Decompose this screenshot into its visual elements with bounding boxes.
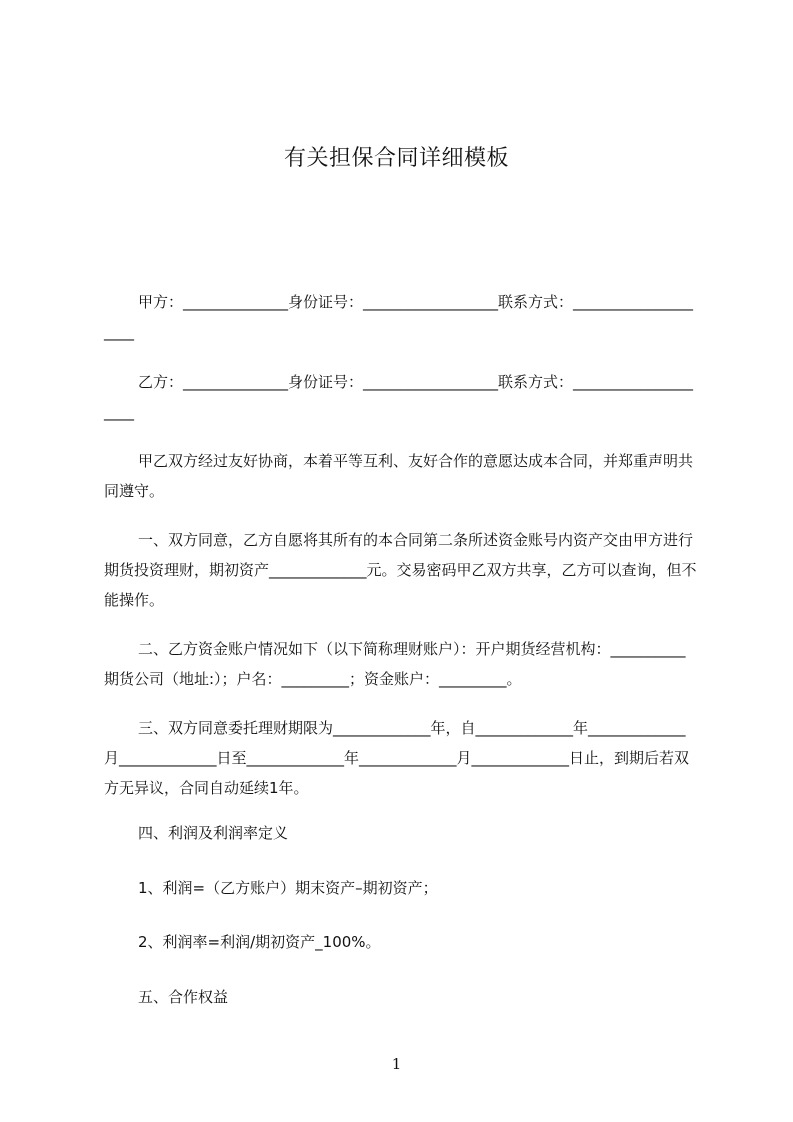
clause-4-item-2: 2、利润率=利润/期初资产_100%。 <box>138 933 381 951</box>
clause-4-item-1: 1、利润=（乙方账户）期末资产–期初资产； <box>138 879 438 897</box>
clause-5-heading: 五、合作权益 <box>138 988 229 1006</box>
clause-1-paragraph: 一、双方同意，乙方自愿将其所有的本合同第二条所述资金账号内资产交由甲方进行期货投资理财，期初资产_____________元。交易密码甲乙双方共享，乙方可以查询，但不能操作。 <box>104 531 697 609</box>
preamble-paragraph: 甲乙双方经过友好协商，本着平等互利、友好合作的意愿达成本合同，并郑重声明共同遵守。 <box>104 452 694 500</box>
page-number: 1 <box>391 1055 402 1073</box>
party-b-line: 乙方：______________身份证号：__________________联系方式：____________________ <box>104 373 694 421</box>
clause-2-paragraph: 二、乙方资金账户情况如下（以下简称理财账户）：开户期货经营机构：__________期货公司（地址:）；户名：_________；资金账户：_________。 <box>104 640 686 688</box>
clause-4-heading: 四、利润及利润率定义 <box>138 824 289 842</box>
clause-3-paragraph: 三、双方同意委托理财期限为_____________年，自_____________年_____________月_____________日至_____________年_____________月_____________日止，到期后若双方无异议，合同自动延续1年。 <box>104 719 690 797</box>
party-a-line: 甲方：______________身份证号：__________________联系方式：____________________ <box>104 293 694 341</box>
document-title: 有关担保合同详细模板 <box>283 146 509 171</box>
